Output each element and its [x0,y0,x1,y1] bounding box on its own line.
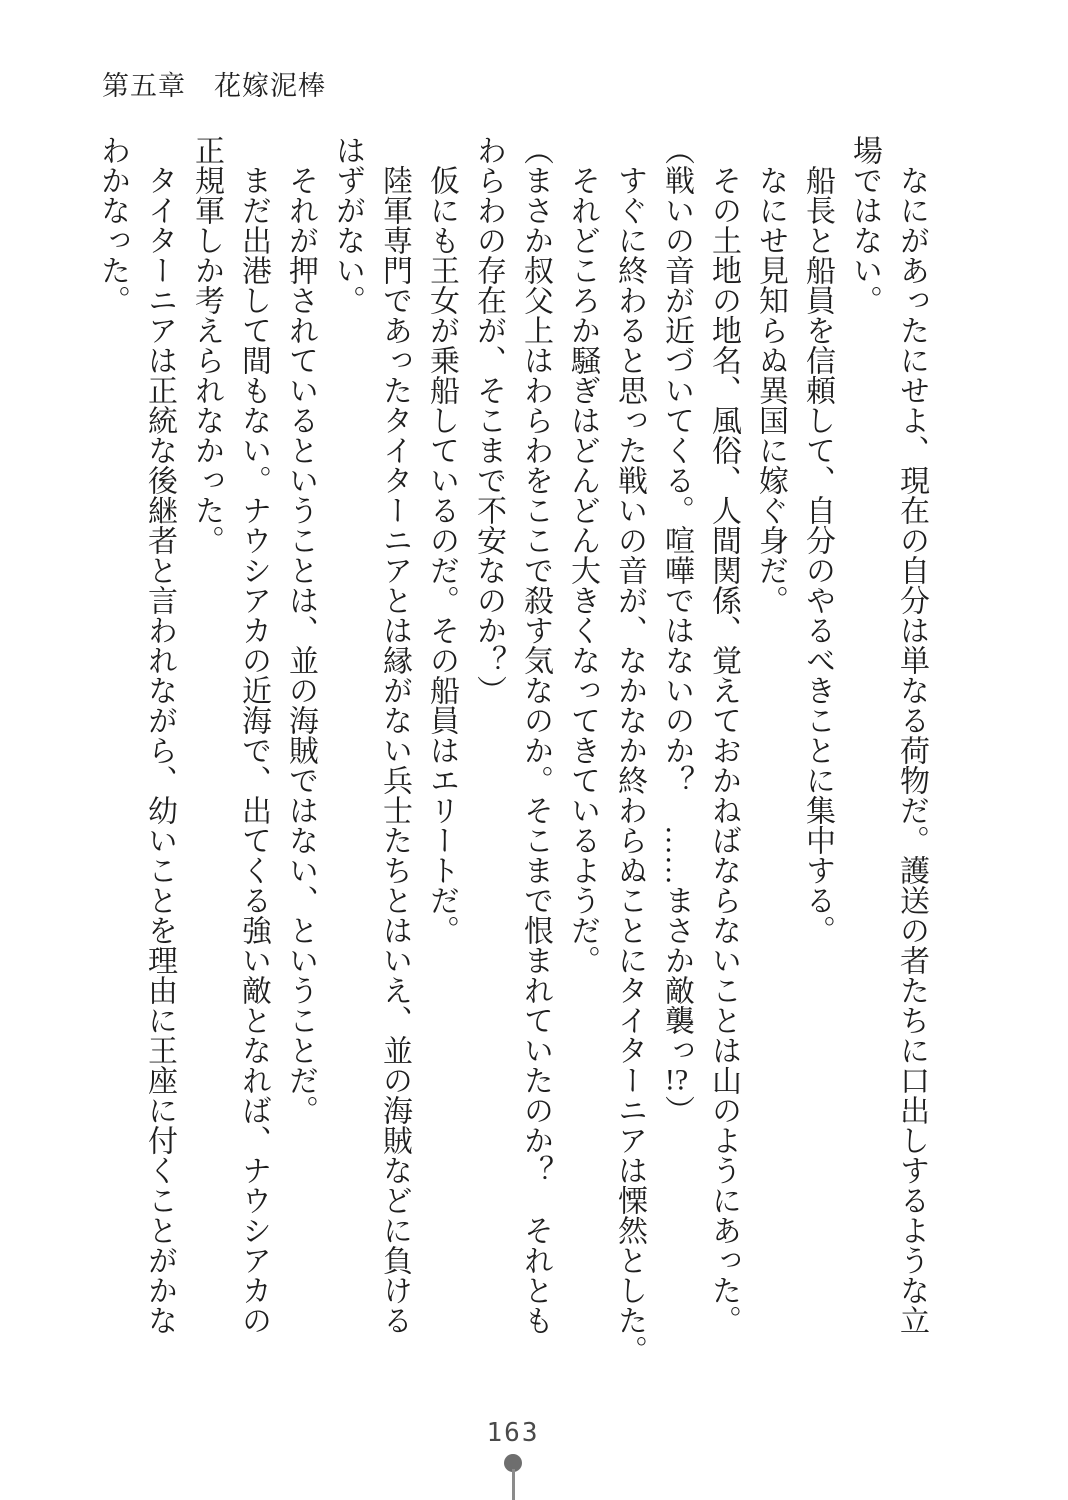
text-column: まだ出港して間もない。ナウシアカの近海で、出てくる強い敵となれば、ナウシアカの [237,165,270,1335]
text-column: 陸軍専門であったタイターニアとは縁がない兵士たちとはいえ、並の海賊などに負ける [378,165,411,1335]
text-column: はずがない。 [331,135,364,315]
text-column: （まさか叔父上はわらわをここで殺す気なのか。そこまで恨まれていたのか？ それとも [519,135,552,1335]
text-column: すぐに終わると思った戦いの音が、なかなか終わらぬことにタイターニアは慄然とした。 [613,165,646,1365]
page-number: 163 [486,1418,540,1448]
text-column: それが押されているということは、並の海賊ではない、ということだ。 [284,165,317,1125]
text-column: なにがあったにせよ、現在の自分は単なる荷物だ。護送の者たちに口出しするような立 [895,165,928,1335]
ornament-line [512,1469,515,1500]
text-column: 船長と船員を信頼して、自分のやるべきことに集中する。 [801,165,834,945]
exclamation-question-mark: !? [664,1065,689,1095]
text-column: 仮にも王女が乗船しているのだ。その船員はエリートだ。 [425,165,458,945]
text-column: なにせ見知らぬ異国に嫁ぐ身だ。 [754,165,787,615]
text-column: タイターニアは正統な後継者と言われながら、幼いことを理由に王座に付くことがかな [143,165,176,1335]
text-column: 場ではない。 [848,135,881,315]
chapter-header: 第五章 花嫁泥棒 [102,71,326,101]
text-column: 正規軍しか考えられなかった。 [190,135,223,555]
text-column: その土地の地名、風俗、人間関係、覚えておかねばならないことは山のようにあった。 [707,165,740,1335]
body-text [89,135,935,1369]
text-column: （戦いの音が近づいてくる。喧嘩ではないのか？ ……まさか敵襲っ!?） [660,135,693,1125]
text-column: わらわの存在が、そこまで不安なのか？） [472,135,505,705]
text-column: それどころか騒ぎはどんどん大きくなってきているようだ。 [566,165,599,975]
text-column: わかなった。 [96,135,129,315]
